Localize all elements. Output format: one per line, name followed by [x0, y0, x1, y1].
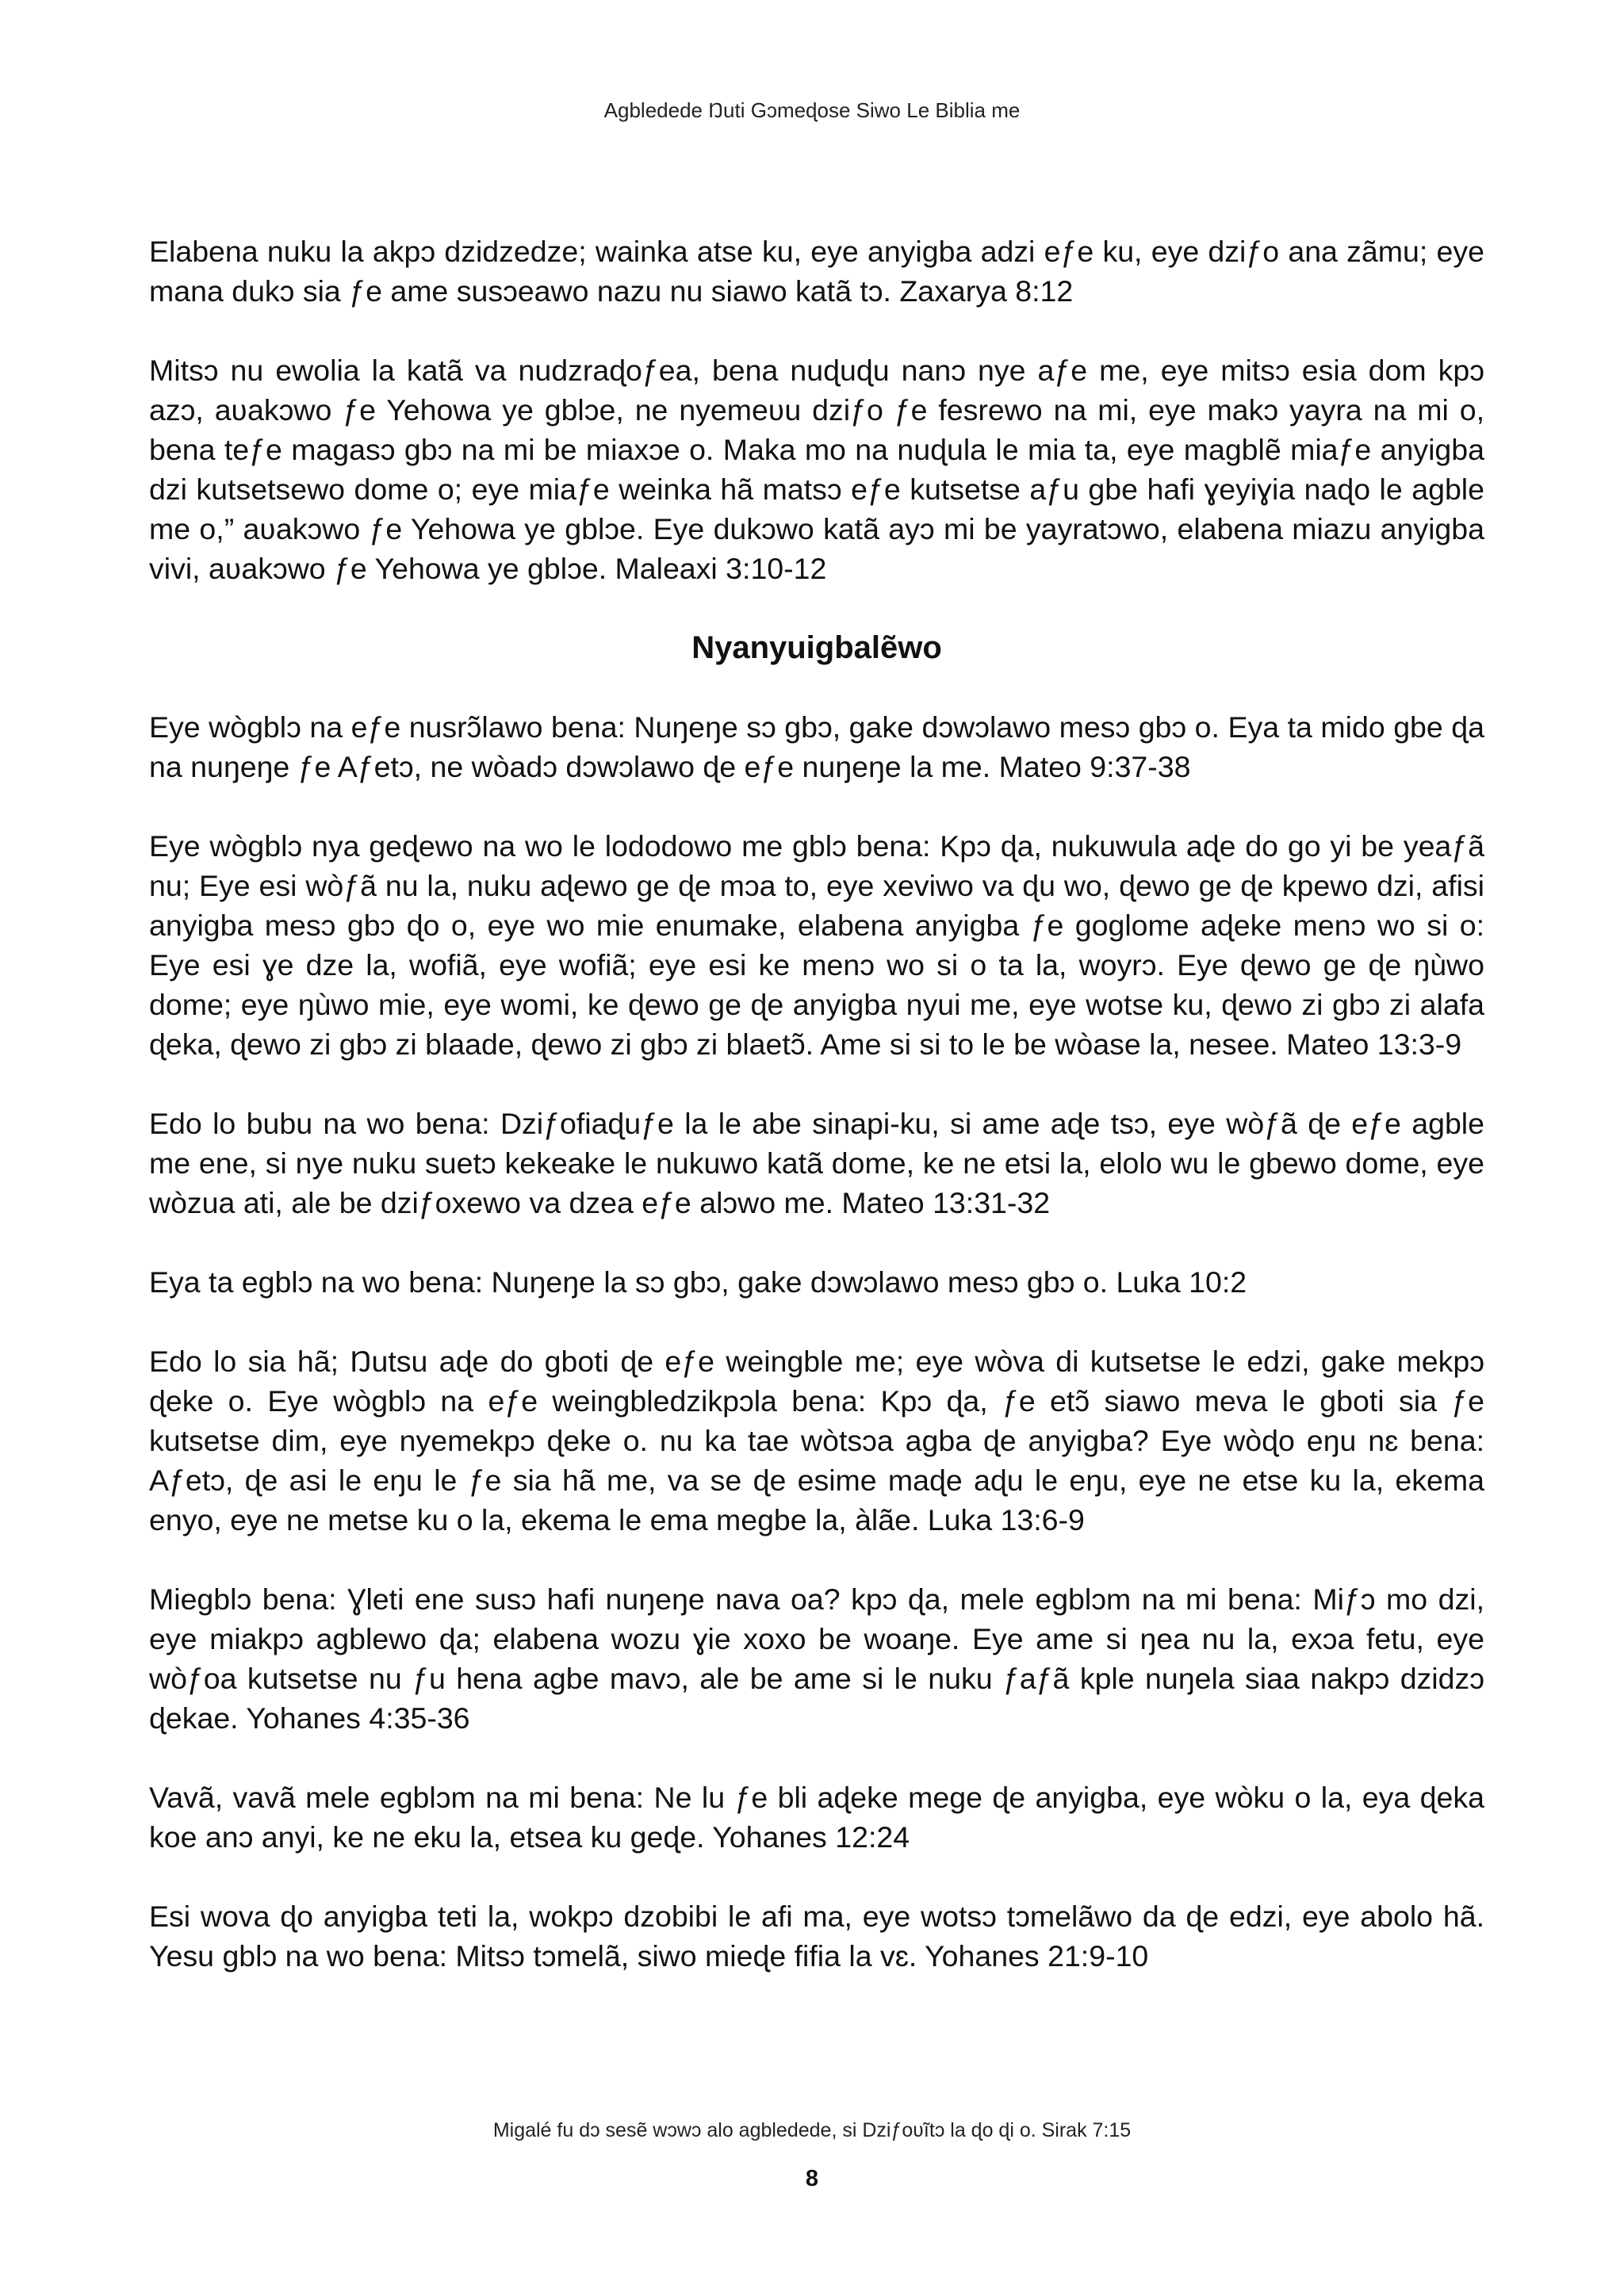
section-heading: Nyanyuigbalẽwo [691, 630, 942, 665]
main-content [149, 232, 1484, 2015]
page-header-title: Agbledede Ŋuti Gɔmeɖose Siwo Le Biblia me [603, 98, 1021, 122]
paragraph-mateo-13-31: Edo lo bubu na wo bena: Dziƒofiaɖuƒe la le abe sinapi-ku, si ame aɖe tsɔ, eye wòƒã ɖe eƒe agble me ene, si nye nuku suetɔ kekeake le nukuwo katã dome, ke ne etsi la, elolo wu le gbewo dome, eye wòzua ati, ale be dziƒoxewo va dzea eƒe alɔwo me. Mateo 13:31-32 [149, 1107, 1484, 1219]
paragraph-yohanes-12: Vavã, vavã mele egblɔm na mi bena: Ne lu ƒe bli aɖeke mege ɖe anyigba, eye wòku o la, eya ɖeka koe anɔ anyi, ke ne eku la, etsea ku geɖe. Yohanes 12:24 [149, 1781, 1484, 1854]
paragraph-maleaxi: Mitsɔ nu ewolia la katã va nudzraɖoƒea, bena nuɖuɖu nanɔ nye aƒe me, eye mitsɔ esia dom kpɔ azɔ, aʋakɔwo ƒe Yehowa ye gblɔe, ne nyemeʋu dziƒo ƒe fesrewo na mi, eye makɔ yayra na mi o, bena teƒe magasɔ gbɔ na mi be miaxɔe o. Maka mo na nuɖula le mia ta, eye magblẽ miaƒe anyigba dzi kutsetsewo dome o; eye miaƒe weinka hã matsɔ eƒe kutsetse aƒu gbe hafi ɣeyiɣia naɖo le agble me o,” aʋakɔwo ƒe Yehowa ye gblɔe. Eye dukɔwo katã ayɔ mi be yayratɔwo, elabena miazu anyigba vivi, aʋakɔwo ƒe Yehowa ye gblɔe. Maleaxi 3:10-12 [149, 354, 1484, 585]
page-footer-quote: Migalé fu dɔ sesẽ wɔwɔ alo agbledede, si Dziƒoʋĩtɔ la ɖo ɖi o. Sirak 7:15 [492, 2119, 1132, 2141]
paragraph-yohanes-4: Miegblɔ bena: Ɣleti ene susɔ hafi nuŋeŋe nava oa? kpɔ ɖa, mele egblɔm na mi bena: Miƒɔ mo dzi, eye miakpɔ agblewo ɖa; elabena wozu ɣie xoxo be woaŋe. Eye ame si ŋea nu la, exɔa fetu, eye wòƒoa kutsetse nu ƒu hena agbe mavɔ, ale be ame si le nuku ƒaƒã kple nuŋela siaa nakpɔ dzidzɔ ɖekae. Yohanes 4:35-36 [149, 1582, 1484, 1735]
paragraph-zaxarya: Elabena nuku la akpɔ dzidzedze; wainka atse ku, eye anyigba adzi eƒe ku, eye dziƒo ana zãmu; eye mana dukɔ sia ƒe ame susɔeawo nazu nu siawo katã tɔ. Zaxarya 8:12 [149, 235, 1484, 308]
paragraph-mateo-9: Eye wògblɔ na eƒe nusrɔ̃lawo bena: Nuŋeŋe sɔ gbɔ, gake dɔwɔlawo mesɔ gbɔ o. Eya ta mido gbe ɖa na nuŋeŋe ƒe Aƒetɔ, ne wòadɔ dɔwɔlawo ɖe eƒe nuŋeŋe la me. Mateo 9:37-38 [149, 710, 1484, 783]
paragraph-mateo-13-3: Eye wògblɔ nya geɖewo na wo le lododowo me gblɔ bena: Kpɔ ɖa, nukuwula aɖe do go yi be yeaƒã nu; Eye esi wòƒã nu la, nuku aɖewo ge ɖe mɔa to, eye xeviwo va ɖu wo, ɖewo ge ɖe kpewo dzi, afisi anyigba mesɔ gbɔ ɖo o, eye wo mie enumake, elabena anyigba ƒe goglome aɖeke menɔ wo si o: Eye esi ɣe dze la, wofiã, eye wofiã; eye esi ke menɔ wo si o ta la, woyrɔ. Eye ɖewo ge ɖe ŋùwo dome; eye ŋùwo mie, eye womi, ke ɖewo ge ɖe anyigba nyui me, eye wotse ku, ɖewo zi gbɔ zi alafa ɖeka, ɖewo zi gbɔ zi blaade, ɖewo zi gbɔ zi blaetɔ̃. Ame si si to le be wòase la, nesee. Mateo 13:3-9 [149, 829, 1484, 1061]
paragraph-luka-13: Edo lo sia hã; Ŋutsu aɖe do gboti ɖe eƒe weingble me; eye wòva di kutsetse le edzi, gake mekpɔ ɖeke o. Eye wògblɔ na eƒe weingbledzikpɔla bena: Kpɔ ɖa, ƒe etɔ̃ siawo meva le gboti sia ƒe kutsetse dim, eye nyemekpɔ ɖeke o. nu ka tae wòtsɔa agba ɖe anyigba? Eye wòɖo eŋu nɛ bena: Aƒetɔ, ɖe asi le eŋu le ƒe sia hã me, va se ɖe esime maɖe aɖu le eŋu, eye ne etse ku la, ekema enyo, eye ne metse ku o la, ekema le ema megbe la, àlãe. Luka 13:6-9 [149, 1345, 1484, 1536]
paragraph-yohanes-21: Esi wova ɖo anyigba teti la, wokpɔ dzobibi le afi ma, eye wotsɔ tɔmelãwo da ɖe edzi, eye abolo hã. Yesu gblɔ na wo bena: Mitsɔ tɔmelã, siwo mieɖe fifia la vɛ. Yohanes 21:9-10 [149, 1900, 1484, 1973]
page-number: 8 [805, 2166, 819, 2191]
paragraph-luka-10: Eya ta egblɔ na wo bena: Nuŋeŋe la sɔ gbɔ, gake dɔwɔlawo mesɔ gbɔ o. Luka 10:2 [149, 1265, 1247, 1299]
